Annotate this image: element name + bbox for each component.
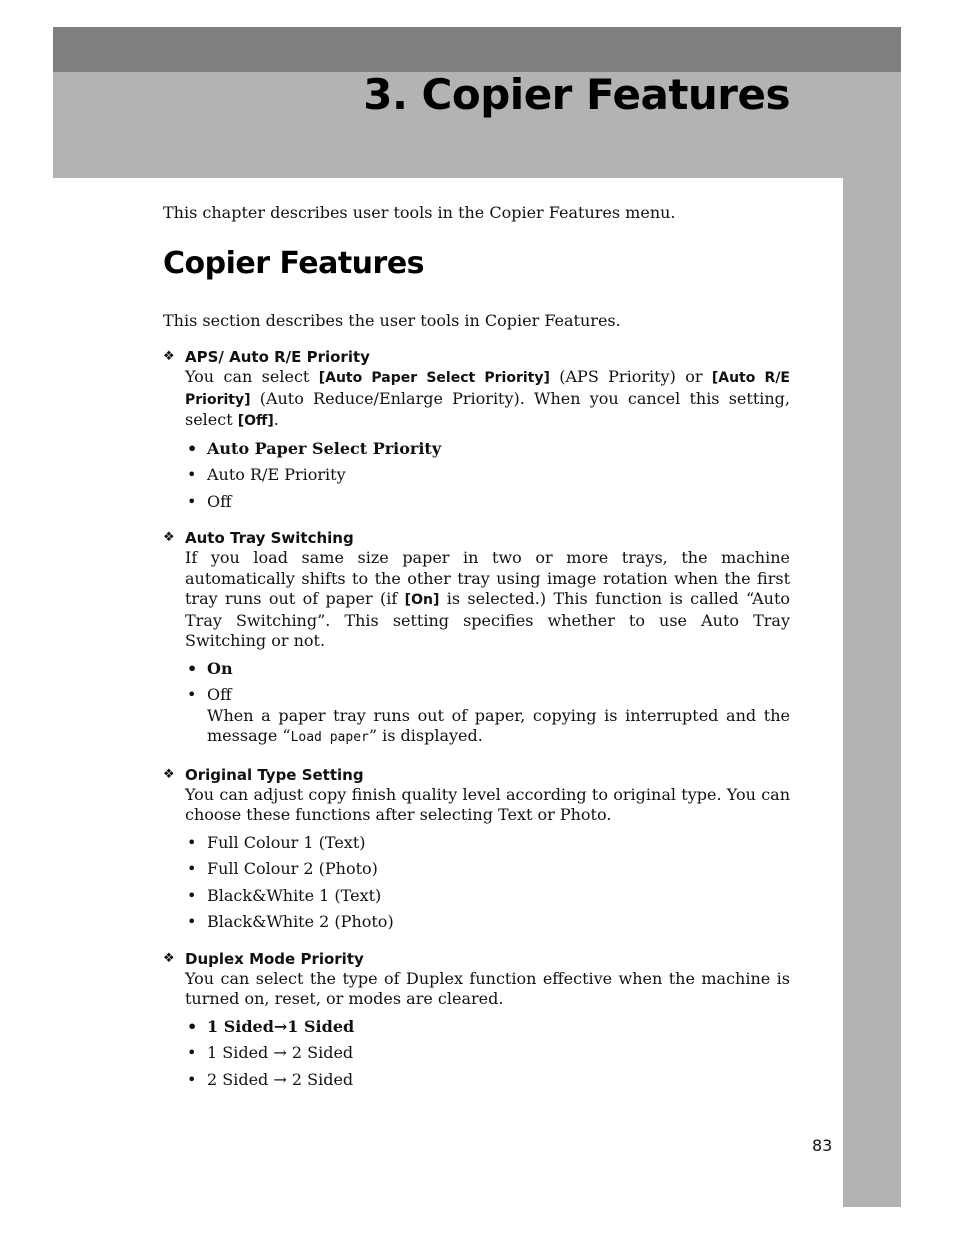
option-note: When a paper tray runs out of paper, copying is interrupted and the message “Load paper” is displayed.	[207, 705, 790, 745]
setting-item	[163, 765, 790, 933]
option-label: Off	[207, 491, 232, 511]
setting-heading	[163, 949, 790, 969]
diamond-bullet-icon: ❖	[163, 349, 175, 364]
diamond-bullet-icon: ❖	[163, 766, 175, 782]
option	[185, 833, 790, 854]
setting-description: You can adjust copy finish quality level according to original type. You can choose these functions after selecting Text or Photo.	[185, 784, 790, 824]
setting-body	[185, 969, 790, 1091]
setting-heading	[163, 528, 790, 548]
option-default	[185, 439, 790, 460]
setting-heading	[163, 347, 790, 367]
setting-description: You can select the type of Duplex function effective when the machine is turned on, reset, or modes are cleared.	[185, 968, 790, 1008]
setting-body	[185, 367, 790, 512]
setting-heading-text: Original Type Setting	[185, 765, 364, 784]
option-label: Black&White 2 (Photo)	[207, 912, 394, 931]
setting-item	[163, 347, 790, 512]
setting-body	[185, 785, 790, 933]
option-label: Off	[207, 685, 232, 704]
option-label: Black&White 1 (Text)	[207, 885, 382, 905]
option	[185, 886, 790, 907]
option-label: 1 Sided→1 Sided	[207, 1016, 355, 1036]
page-number: 83	[812, 1136, 833, 1155]
chapter-intro: This chapter describes user tools in the Copier Features menu.	[163, 203, 676, 222]
setting-body	[185, 548, 790, 749]
header-band-dark	[53, 27, 901, 72]
setting-options	[185, 439, 790, 513]
option-label: Auto R/E Priority	[207, 465, 346, 484]
option-label: Full Colour 1 (Text)	[207, 832, 366, 852]
option	[185, 1043, 790, 1064]
side-thumb-tab	[843, 178, 901, 1207]
option-label: Auto Paper Select Priority	[207, 438, 442, 458]
setting-options	[185, 659, 790, 749]
setting-item	[163, 528, 790, 749]
key-label: [Auto R/E Priority]	[185, 370, 790, 408]
option-label: 1 Sided → 2 Sided	[207, 1043, 354, 1062]
option	[185, 859, 790, 880]
chapter-title: 3. Copier Features	[363, 70, 790, 119]
option	[185, 685, 790, 749]
setting-heading	[163, 765, 790, 785]
option-label: Full Colour 2 (Photo)	[207, 859, 378, 878]
option	[185, 492, 790, 513]
option	[185, 465, 790, 486]
section-intro: This section describes the user tools in Copier Features.	[163, 310, 621, 330]
option	[185, 912, 790, 933]
key-label: [Auto Paper Select Priority]	[318, 370, 550, 386]
setting-options	[185, 833, 790, 933]
page-content	[163, 203, 790, 1096]
setting-description: If you load same size paper in two or more trays, the machine automatically shifts to the other tray using image rotation when the first tray runs out of paper (if [On] is selected.) This function is called “Auto Tray Switching”. This setting specifies whether to use Auto Tray Switching or not.	[185, 548, 791, 650]
setting-heading-text: APS/ Auto R/E Priority	[185, 348, 370, 366]
key-label: [On]	[404, 592, 440, 608]
settings-list	[163, 347, 790, 1090]
section-title: Copier Features	[163, 245, 425, 281]
option	[185, 1070, 790, 1091]
setting-description: You can select [Auto Paper Select Priority] (APS Priority) or [Auto R/E Priority] (Auto Reduce/Enlarge Priority). When you cancel this setting, select [Off].	[185, 367, 790, 429]
setting-item	[163, 949, 790, 1091]
setting-options	[185, 1017, 790, 1091]
option-default	[185, 659, 790, 680]
option-default	[185, 1017, 790, 1038]
display-message: Load paper	[290, 730, 369, 745]
key-label: [Off]	[237, 413, 274, 429]
setting-heading-text: Auto Tray Switching	[185, 529, 354, 547]
diamond-bullet-icon: ❖	[163, 950, 175, 966]
option-label: On	[207, 658, 233, 678]
option-label: 2 Sided → 2 Sided	[207, 1069, 354, 1089]
setting-heading-text: Duplex Mode Priority	[185, 949, 364, 968]
diamond-bullet-icon: ❖	[163, 530, 175, 545]
